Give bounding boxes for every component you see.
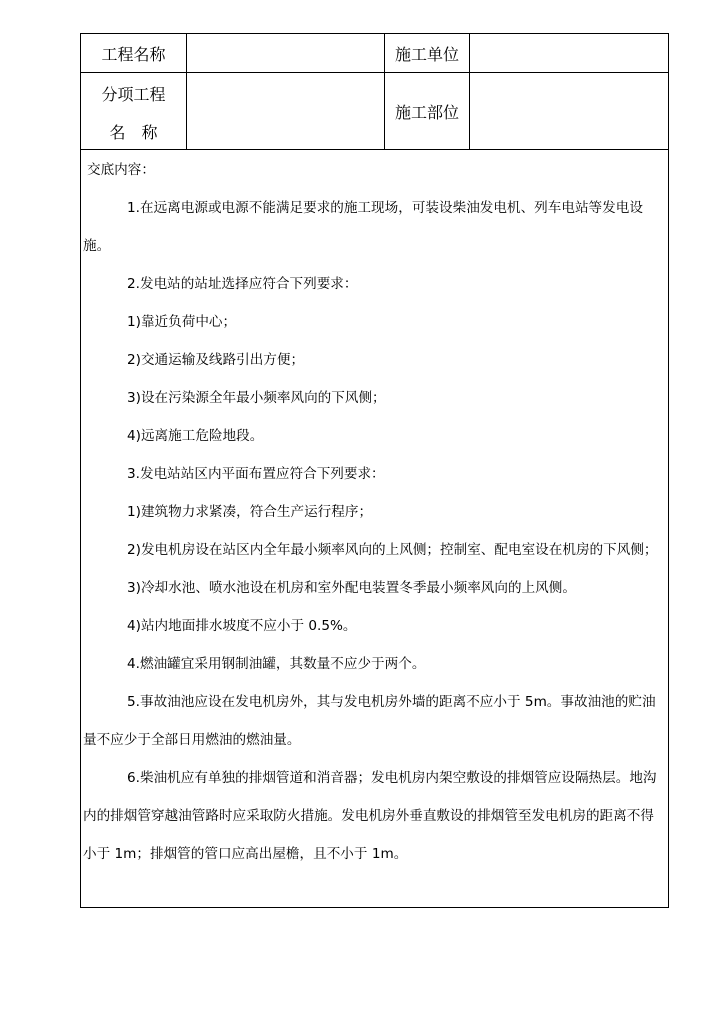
item-2-3: 3)设在污染源全年最小频率风向的下风侧； bbox=[127, 390, 386, 406]
item-3-3: 3)冷却水池、喷水池设在机房和室外配电装置冬季最小频率风向的上风侧。 bbox=[127, 580, 576, 596]
project-name-label: 工程名称 bbox=[101, 44, 166, 64]
item-1: 1.在远离电源或电源不能满足要求的施工现场，可装设柴油发电机、列车电站等发电设施。 bbox=[83, 200, 643, 254]
item-2-4: 4)远离施工危险地段。 bbox=[127, 428, 264, 444]
sub-project-value[interactable] bbox=[187, 73, 384, 149]
item-3-4: 4)站内地面排水坡度不应小于 0.5%。 bbox=[127, 618, 357, 634]
item-3: 3.发电站站区内平面布置应符合下列要求： bbox=[127, 466, 385, 482]
construction-unit-value[interactable] bbox=[470, 34, 668, 72]
sub-project-label-line2: 名 称 bbox=[109, 123, 158, 142]
disclosure-content bbox=[81, 150, 668, 873]
item-2: 2.发电站的站址选择应符合下列要求： bbox=[127, 276, 358, 292]
project-name-value[interactable] bbox=[187, 34, 384, 72]
item-4: 4.燃油罐宜采用钢制油罐，其数量不应少于两个。 bbox=[127, 656, 426, 672]
item-2-1: 1)靠近负荷中心； bbox=[127, 314, 237, 330]
item-2-2: 2)交通运输及线路引出方便； bbox=[127, 352, 305, 368]
sub-project-label-line1: 分项工程 bbox=[101, 85, 166, 104]
item-5: 5.事故油池应设在发电机房外，其与发电机房外墙的距离不应小于 5m。事故油池的贮油量不应少于全部日用燃油的燃油量。 bbox=[83, 694, 656, 748]
item-3-1: 1)建筑物力求紧凑，符合生产运行程序； bbox=[127, 504, 373, 520]
item-3-2: 2)发电机房设在站区内全年最小频率风向的上风侧；控制室、配电室设在机房的下风侧； bbox=[127, 542, 658, 558]
construction-part-label: 施工部位 bbox=[394, 102, 459, 122]
construction-unit-label: 施工单位 bbox=[394, 44, 459, 64]
item-6: 6.柴油机应有单独的排烟管道和消音器；发电机房内架空敷设的排烟管应设隔热层。地沟内的排烟管穿越油管路时应采取防火措施。发电机房外垂直敷设的排烟管至发电机房的距离不得小于 1m；排烟管的管口应高出屋檐，且不小于 1m。 bbox=[83, 770, 657, 862]
disclosure-intro: 交底内容： bbox=[87, 162, 155, 178]
disclosure-form bbox=[80, 33, 669, 908]
construction-part-value[interactable] bbox=[470, 73, 668, 149]
